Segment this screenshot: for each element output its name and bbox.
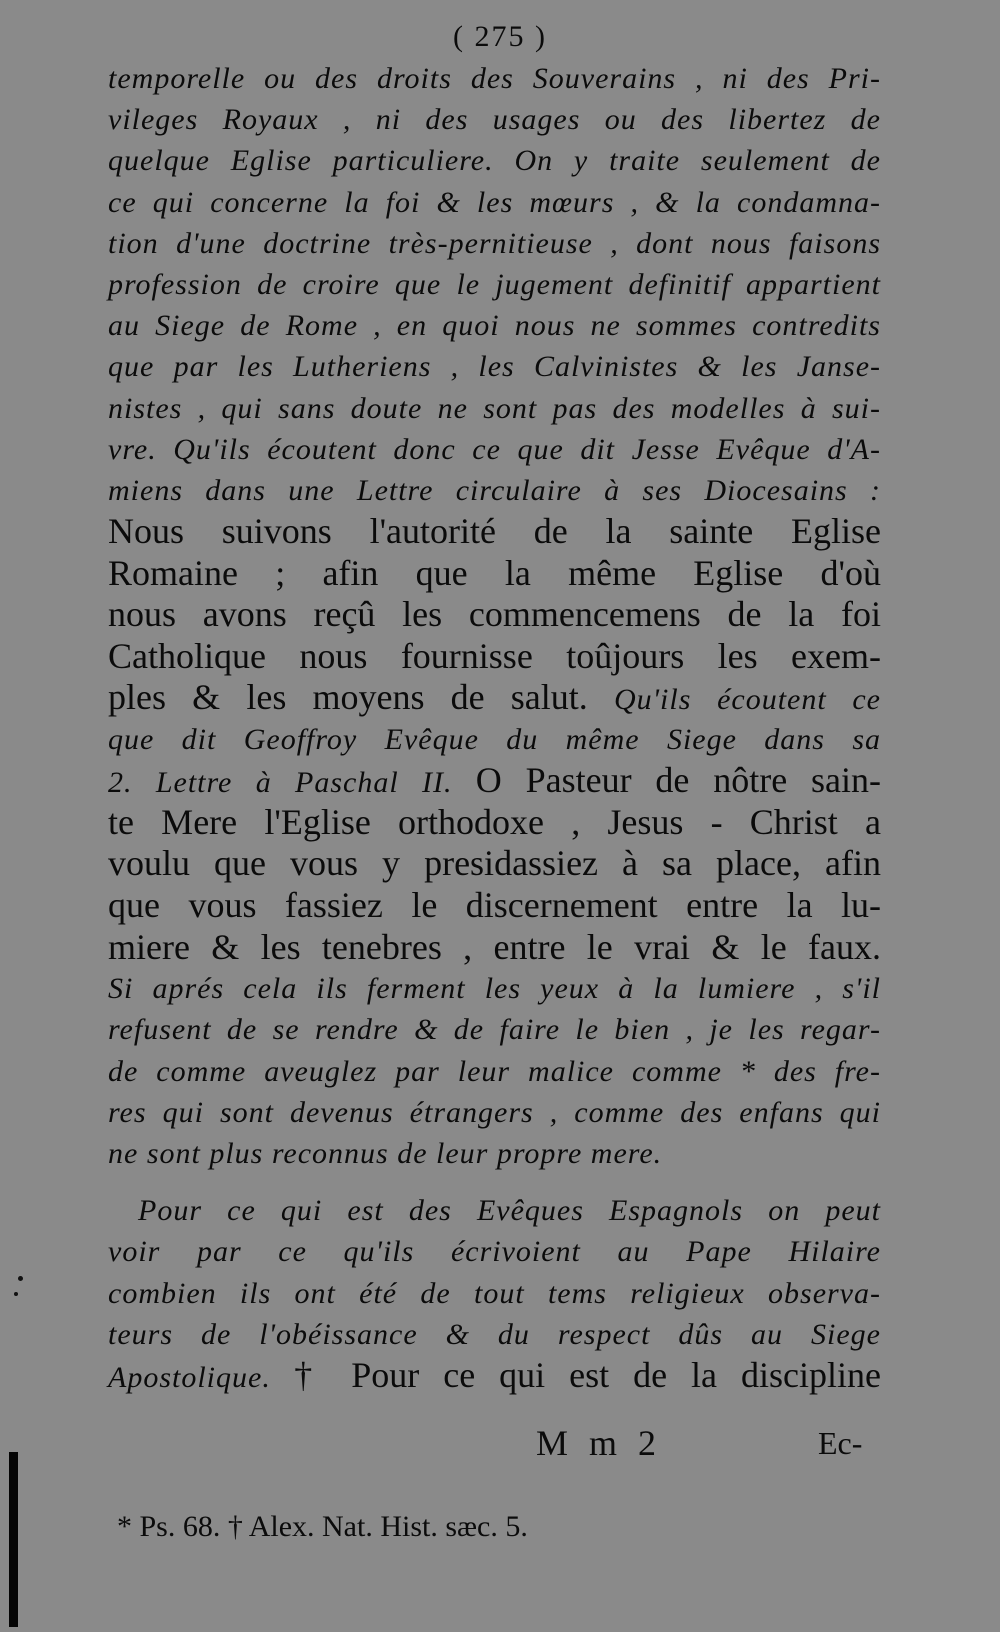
text-line: res qui sont devenus étrangers , comme des enfans qui xyxy=(108,1095,881,1129)
text-line: de comme aveuglez par leur malice comme * des fre- xyxy=(108,1054,881,1088)
ink-speck xyxy=(18,1276,23,1281)
text-line: que dit Geoffroy Evêque du même Siege dans sa xyxy=(108,723,881,757)
text-run: 2. Lettre à Paschal II. xyxy=(108,766,476,800)
text-run: O Pasteur de nôtre sain- xyxy=(475,760,881,801)
text-run: Apostolique. xyxy=(108,1360,295,1394)
text-run: Qu'ils écoutent ce xyxy=(613,683,881,717)
signature-mark: M m 2 xyxy=(536,1423,663,1463)
text-line: combien ils ont été de tout tems religieux observa- xyxy=(108,1276,881,1310)
text-line: nistes , qui sans doute ne sont pas des modelles à sui- xyxy=(108,391,881,425)
text-run: ples & les moyens de salut. xyxy=(108,677,614,718)
page-number: ( 275 ) xyxy=(453,20,547,53)
paragraph-gap xyxy=(108,1174,881,1190)
ink-speck xyxy=(14,1292,18,1296)
text-line: tion d'une doctrine très-pernitieuse , dont nous faisons xyxy=(108,226,881,260)
text-line: temporelle ou des droits des Souverains , ni des Pri- xyxy=(108,62,881,95)
text-line: Si aprés cela ils ferment les yeux à la lumiere , s'il xyxy=(108,972,881,1006)
text-line: teurs de l'obéissance & du respect dûs au Siege xyxy=(108,1317,881,1351)
text-line: que par les Lutheriens , les Calvinistes & les Janse- xyxy=(108,350,881,384)
text-line xyxy=(108,1355,881,1397)
text-line: ne sont plus reconnus de leur propre mere. xyxy=(108,1136,663,1170)
text-line: vileges Royaux , ni des usages ou des libertez de xyxy=(108,103,881,137)
text-line: quelque Eglise particuliere. On y traite seulement de xyxy=(108,144,881,178)
footnote: * Ps. 68. † Alex. Nat. Hist. sæc. 5. xyxy=(117,1510,528,1543)
text-line: ce qui concerne la foi & les mœurs , & la condamna- xyxy=(108,185,881,219)
text-line: miens dans une Lettre circulaire à ses Diocesains : xyxy=(108,473,881,507)
text-line: profession de croire que le jugement definitif appartient xyxy=(108,267,881,301)
text-line: te Mere l'Eglise orthodoxe , Jesus - Christ a xyxy=(108,801,881,842)
text-line: Catholique nous fournisse toûjours les exem- xyxy=(108,635,881,676)
text-line: miere & les tenebres , entre le vrai & le faux. xyxy=(108,926,881,967)
text-line: Pour ce qui est des Evêques Espagnols on peut xyxy=(138,1194,881,1228)
text-line: au Siege de Rome , en quoi nous ne sommes contredits xyxy=(108,309,881,343)
text-line: refusent de se rendre & de faire le bien , je les regar- xyxy=(108,1013,881,1047)
text-line: voulu que vous y presidassiez à sa place, afin xyxy=(108,843,881,884)
text-line: nous avons reçû les commencemens de la foi xyxy=(108,594,881,635)
body-text xyxy=(108,58,881,1396)
catchword: Ec- xyxy=(818,1425,863,1461)
text-run: † Pour ce qui est de la discipline xyxy=(294,1354,881,1395)
page-edge-shadow xyxy=(9,1452,18,1627)
text-line: que vous fassiez le discernement entre la lu- xyxy=(108,885,881,925)
text-line xyxy=(108,760,881,802)
text-line: voir par ce qu'ils écrivoient au Pape Hilaire xyxy=(108,1235,881,1269)
text-line: Nous suivons l'autorité de la sainte Eglise xyxy=(108,511,881,552)
text-line xyxy=(108,677,881,719)
text-line: Romaine ; afin que la même Eglise d'où xyxy=(108,552,881,593)
text-line: vre. Qu'ils écoutent donc ce que dit Jesse Evêque d'A- xyxy=(108,432,881,466)
